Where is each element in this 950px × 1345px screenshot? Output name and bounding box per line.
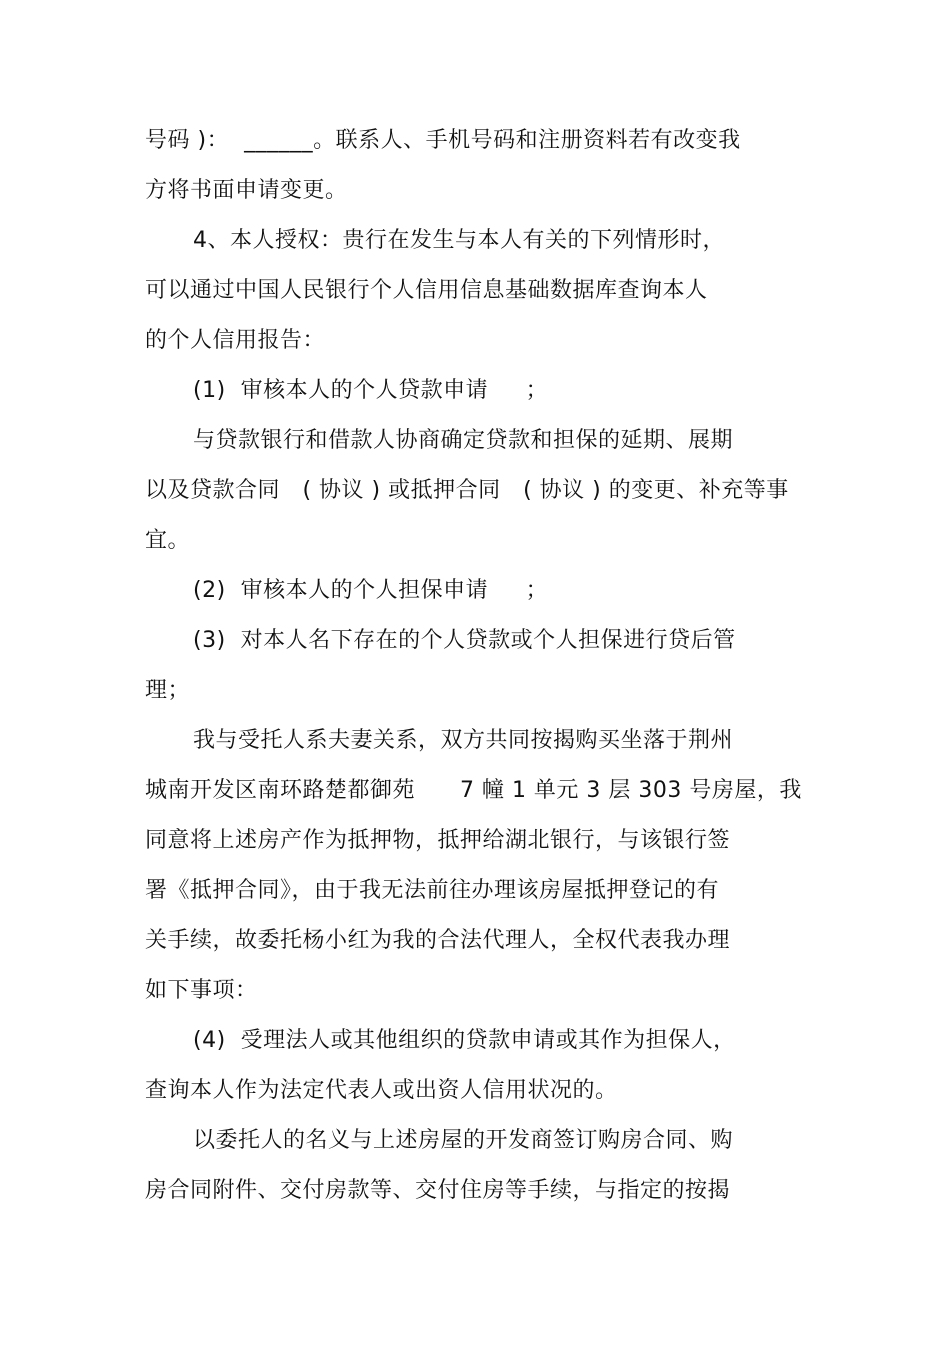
text-line-5: 的个人信用报告：: [145, 328, 326, 353]
text-line-10: (2) 审核本人的个人担保申请 ；: [193, 578, 549, 603]
text-line-14: 城南开发区南环路楚都御苑 7 幢 1 单元 3 层 303 号房屋，我: [145, 778, 802, 803]
text-line-21: 以委托人的名义与上述房屋的开发商签订购房合同、购: [193, 1128, 734, 1153]
text-line-3: 4、本人授权：贵行在发生与本人有关的下列情形时，: [193, 228, 725, 253]
text-line-12: 理；: [145, 678, 191, 703]
text-line-11: (3) 对本人名下存在的个人贷款或个人担保进行贷后管: [193, 628, 736, 653]
text-line-17: 关手续，故委托杨小红为我的合法代理人，全权代表我办理: [145, 928, 731, 953]
text-line-7: 与贷款银行和借款人协商确定贷款和担保的延期、展期: [193, 428, 734, 453]
text-line-20: 查询本人作为法定代表人或出资人信用状况的。: [145, 1078, 618, 1103]
text-line-13: 我与受托人系夫妻关系，双方共同按揭购买坐落于荆州: [193, 728, 734, 753]
text-line-1: 号码 )： ______。联系人、手机号码和注册资料若有改变我: [145, 128, 741, 153]
text-line-9: 宜。: [145, 528, 191, 553]
text-line-22: 房合同附件、交付房款等、交付住房等手续，与指定的按揭: [145, 1178, 731, 1203]
text-line-18: 如下事项：: [145, 978, 258, 1003]
text-line-6: (1) 审核本人的个人贷款申请 ；: [193, 378, 549, 403]
text-line-19: (4) 受理法人或其他组织的贷款申请或其作为担保人，: [193, 1028, 736, 1053]
text-line-16: 署《抵押合同》，由于我无法前往办理该房屋抵押登记的有: [145, 878, 720, 903]
text-line-4: 可以通过中国人民银行个人信用信息基础数据库查询本人: [145, 278, 708, 303]
text-line-2: 方将书面申请变更。: [145, 178, 348, 203]
text-line-8: 以及贷款合同 ( 协议 ) 或抵押合同 ( 协议 ) 的变更、补充等事: [145, 478, 789, 503]
text-line-15: 同意将上述房产作为抵押物，抵押给湖北银行，与该银行签: [145, 828, 731, 853]
